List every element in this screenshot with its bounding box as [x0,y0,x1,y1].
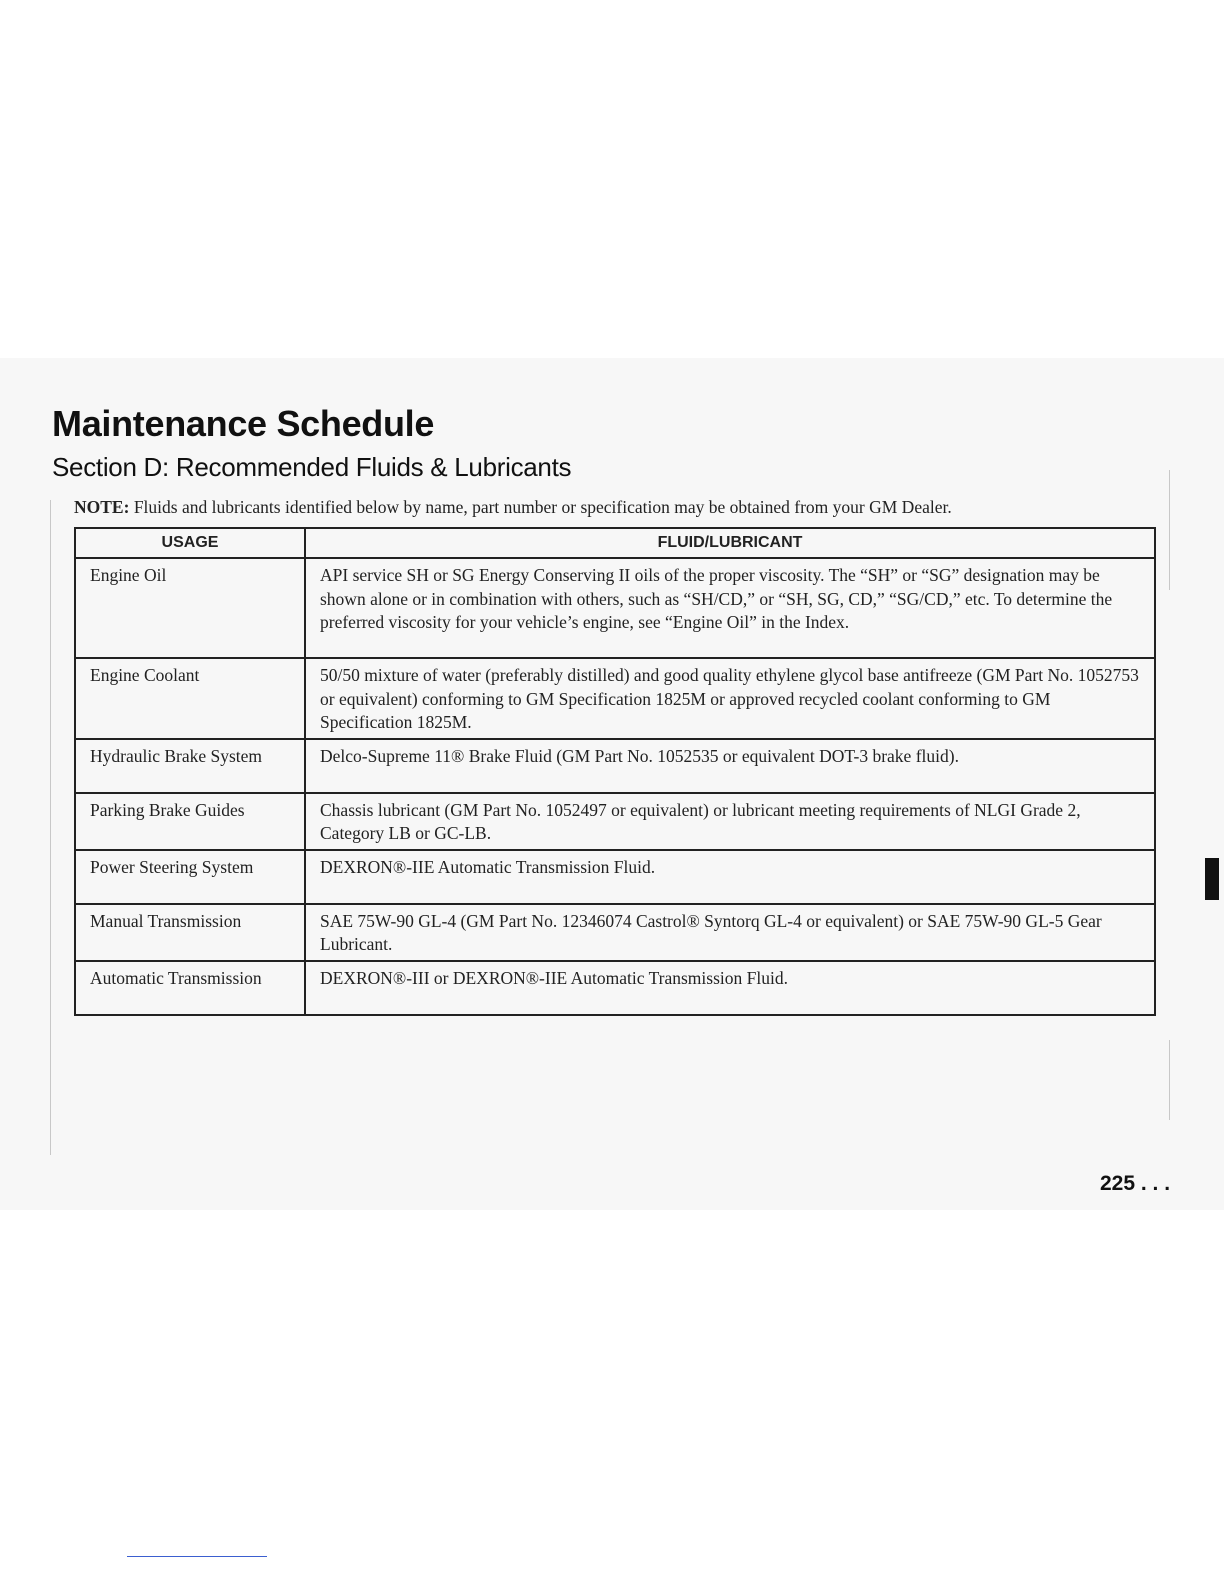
header-usage: USAGE [75,528,305,558]
page-number: 225 . . . [1100,1172,1171,1195]
header-fluid-lubricant: FLUID/LUBRICANT [305,528,1155,558]
fluid-cell: Delco-Supreme 11® Brake Fluid (GM Part No. 1052535 or equivalent DOT-3 brake fluid). [305,739,1155,793]
table-row [75,904,1155,961]
page-title: Maintenance Schedule [52,403,435,444]
usage-cell: Manual Transmission [75,904,305,961]
right-margin-line [1169,470,1170,590]
section-subtitle: Section D: Recommended Fluids & Lubricants [52,452,572,482]
table-row [75,558,1155,658]
fluid-cell: DEXRON®-III or DEXRON®-IIE Automatic Transmission Fluid. [305,961,1155,1015]
table-row [75,793,1155,850]
usage-cell: Power Steering System [75,850,305,904]
fluid-cell: Chassis lubricant (GM Part No. 1052497 or equivalent) or lubricant meeting requirements of NLGI Grade 2, Category LB or GC-LB. [305,793,1155,850]
fluid-cell: SAE 75W-90 GL-4 (GM Part No. 12346074 Castrol® Syntorq GL-4 or equivalent) or SAE 75W-90 GL-5 Gear Lubricant. [305,904,1155,961]
right-margin-line-lower [1169,1040,1170,1120]
left-margin-line [50,500,51,1155]
table-header-row [75,528,1155,558]
table-row [75,658,1155,739]
footer-rule [127,1556,267,1557]
table-row [75,961,1155,1015]
fluid-cell: 50/50 mixture of water (preferably distilled) and good quality ethylene glycol base antifreeze (GM Part No. 1052753 or equivalent) conforming to GM Specification 1825M or approved recycled coolant conforming to GM Specification 1825M. [305,658,1155,739]
usage-cell: Parking Brake Guides [75,793,305,850]
usage-cell: Engine Oil [75,558,305,658]
usage-cell: Engine Coolant [75,658,305,739]
section-thumb-tab [1205,858,1219,900]
table-row [75,739,1155,793]
note-paragraph [74,497,952,518]
usage-cell: Automatic Transmission [75,961,305,1015]
note-label: NOTE: [74,497,130,517]
fluid-cell: API service SH or SG Energy Conserving II oils of the proper viscosity. The “SH” or “SG” designation may be shown alone or in combination with others, such as “SH/CD,” or “SH, SG, CD,” “SG/CD,” etc. To determine the preferred viscosity for your vehicle’s engine, see “Engine Oil” in the Index. [305,558,1155,658]
table-row [75,850,1155,904]
usage-cell: Hydraulic Brake System [75,739,305,793]
fluid-cell: DEXRON®-IIE Automatic Transmission Fluid. [305,850,1155,904]
fluids-table [74,527,1156,1016]
note-text: Fluids and lubricants identified below by name, part number or specification may be obtained from your GM Dealer. [133,497,952,517]
